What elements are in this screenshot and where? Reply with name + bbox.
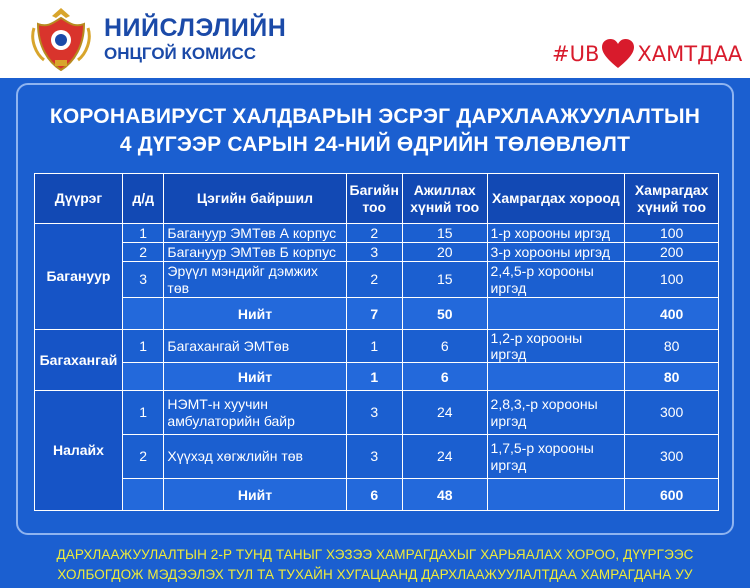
header-no: д/д <box>122 174 164 224</box>
header-teams: Багийн тоо <box>346 174 402 224</box>
campaign-right-text: ХАМТДАА <box>637 42 743 66</box>
row-people: 100 <box>625 224 719 243</box>
row-khoroo: 2,8,3,-р хорооны иргэд <box>487 391 625 435</box>
footnote <box>20 545 730 585</box>
row-staff: 20 <box>402 243 487 262</box>
district-cell: Налайх <box>35 391 123 511</box>
total-teams: 7 <box>346 298 402 330</box>
title-line1: КОРОНАВИРУСТ ХАЛДВАРЫН ЭСРЭГ ДАРХЛААЖУУЛАЛТЫН <box>49 105 701 128</box>
row-staff: 24 <box>402 435 487 479</box>
total-teams: 6 <box>346 479 402 511</box>
total-label: Нийт <box>164 298 346 330</box>
row-location: Багануур ЭМТөв Б корпус <box>164 243 346 262</box>
row-staff: 15 <box>402 262 487 298</box>
header-location: Цэгийн байршил <box>164 174 346 224</box>
header-khoroo: Хамрагдах хороод <box>487 174 625 224</box>
row-staff: 24 <box>402 391 487 435</box>
row-teams: 3 <box>346 391 402 435</box>
city-emblem-icon <box>30 6 92 72</box>
row-staff: 15 <box>402 224 487 243</box>
title-line2: 4 ДҮГЭЭР САРЫН 24-НИЙ ӨДРИЙН ТӨЛӨВЛӨЛТ <box>119 133 631 156</box>
vaccination-plan-table <box>34 173 719 511</box>
total-people: 400 <box>625 298 719 330</box>
row-no: 1 <box>122 391 164 435</box>
table-row <box>35 243 719 262</box>
total-row <box>35 298 719 330</box>
table-header-row <box>35 174 719 224</box>
table-row <box>35 262 719 298</box>
total-teams: 1 <box>346 363 402 391</box>
row-khoroo: 1,7,5-р хорооны иргэд <box>487 435 625 479</box>
header-bar <box>0 0 750 78</box>
row-teams: 3 <box>346 243 402 262</box>
district-cell: Баганууp <box>35 224 123 330</box>
org-name-line2: ОНЦГОЙ КОМИСС <box>104 44 257 63</box>
header-staff: Ажиллах хүний тоо <box>402 174 487 224</box>
row-location: Багахангай ЭМТөв <box>164 330 346 363</box>
footnote-line2: ХОЛБОГДОЖ МЭДЭЭЛЭХ ТУЛ ТА ТУХАЙН ХУГАЦААНД ДАРХЛААЖУУЛАЛТДАА ХАМРАГДАНА УУ <box>57 567 693 582</box>
total-row <box>35 479 719 511</box>
row-no: 2 <box>122 435 164 479</box>
org-name-line1: НИЙСЛЭЛИЙН <box>104 14 287 42</box>
total-people: 600 <box>625 479 719 511</box>
table-row <box>35 435 719 479</box>
row-teams: 1 <box>346 330 402 363</box>
row-teams: 3 <box>346 435 402 479</box>
campaign-left-text: #UB <box>552 42 600 66</box>
heart-icon <box>601 39 635 69</box>
page-title <box>20 103 730 159</box>
row-teams: 2 <box>346 224 402 243</box>
total-people: 80 <box>625 363 719 391</box>
total-staff: 50 <box>402 298 487 330</box>
row-staff: 6 <box>402 330 487 363</box>
row-khoroo: 1-р хорооны иргэд <box>487 224 625 243</box>
row-location: Хүүхэд хөгжлийн төв <box>164 435 346 479</box>
table-row <box>35 330 719 363</box>
row-teams: 2 <box>346 262 402 298</box>
total-staff: 48 <box>402 479 487 511</box>
row-people: 200 <box>625 243 719 262</box>
row-people: 300 <box>625 391 719 435</box>
row-people: 100 <box>625 262 719 298</box>
total-row <box>35 363 719 391</box>
row-khoroo: 3-р хорооны иргэд <box>487 243 625 262</box>
header-district: Дүүрэг <box>35 174 123 224</box>
total-label: Нийт <box>164 363 346 391</box>
row-khoroo: 2,4,5-р хорооны иргэд <box>487 262 625 298</box>
row-location: Эрүүл мэндийг дэмжих төв <box>164 262 346 298</box>
row-no: 2 <box>122 243 164 262</box>
total-staff: 6 <box>402 363 487 391</box>
row-no: 1 <box>122 330 164 363</box>
district-cell: Багахангай <box>35 330 123 391</box>
table-row <box>35 391 719 435</box>
row-no: 3 <box>122 262 164 298</box>
campaign-hashtag <box>552 34 742 74</box>
row-no: 1 <box>122 224 164 243</box>
row-people: 300 <box>625 435 719 479</box>
table-row <box>35 224 719 243</box>
row-location: НЭМТ-н хуучин амбулаторийн байр <box>164 391 346 435</box>
total-label: Нийт <box>164 479 346 511</box>
footnote-line1: ДАРХЛААЖУУЛАЛТЫН 2-Р ТУНД ТАНЫГ ХЭЗЭЭ ХАМРАГДАХЫГ ХАРЬЯАЛАХ ХОРОО, ДҮҮРГЭЭС <box>56 547 694 562</box>
header-people: Хамрагдах хүний тоо <box>625 174 719 224</box>
row-people: 80 <box>625 330 719 363</box>
row-khoroo: 1,2-р хорооны иргэд <box>487 330 625 363</box>
row-location: Багануур ЭМТөв А корпус <box>164 224 346 243</box>
